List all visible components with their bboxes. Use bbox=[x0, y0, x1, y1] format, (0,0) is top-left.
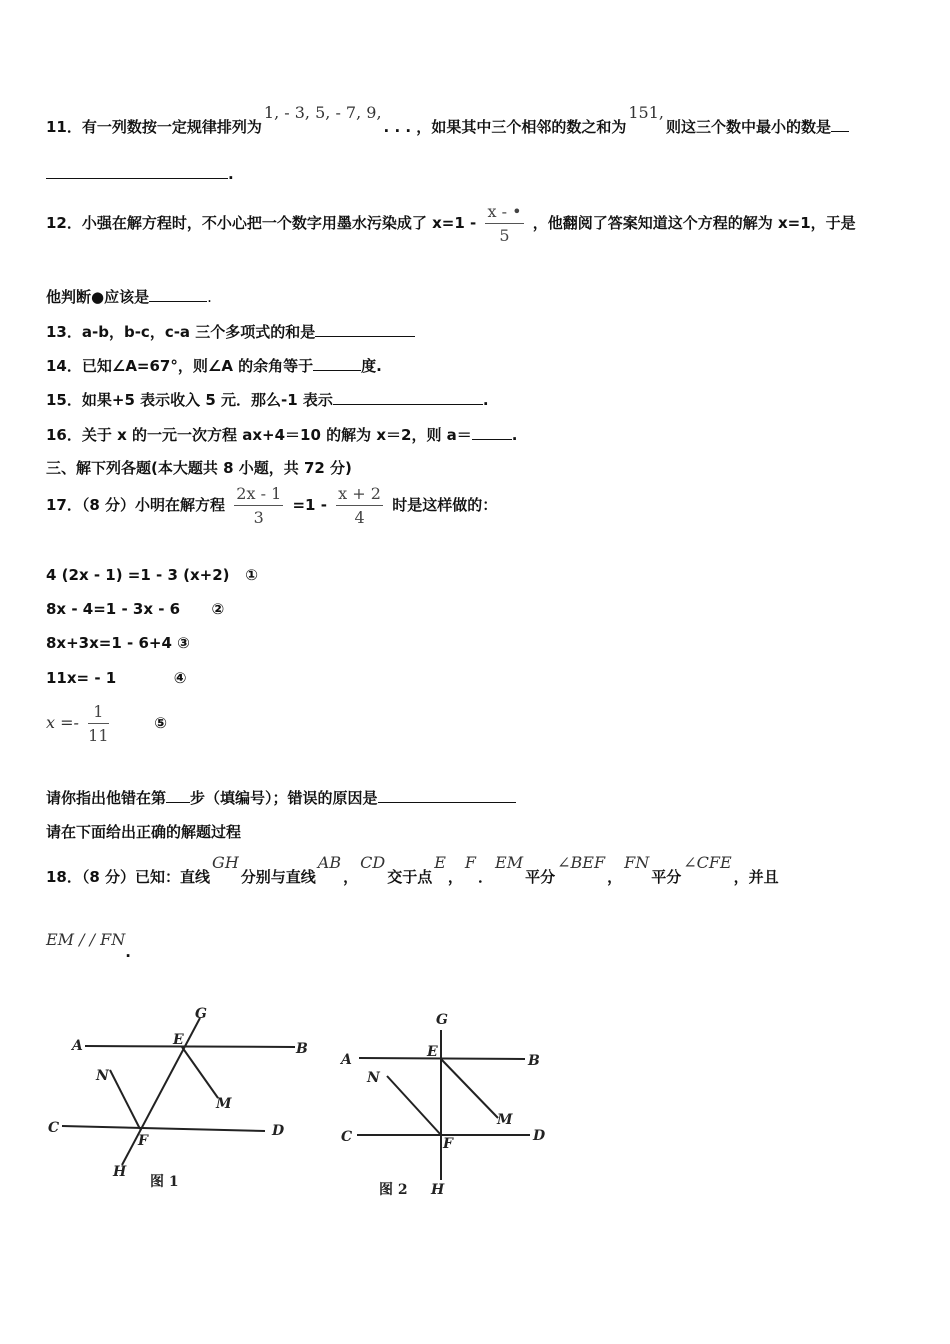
fraction-left: $\frac{2x - 1}{3}$ bbox=[236, 484, 282, 527]
answer-blank[interactable] bbox=[315, 322, 415, 337]
step-5: x =- $\frac{1}{11}$ ⑤ bbox=[46, 702, 167, 745]
label-d: D bbox=[533, 1128, 546, 1144]
label-c: C bbox=[48, 1120, 60, 1136]
label-f: F bbox=[138, 1133, 148, 1149]
step-1: 4 (2x - 1) =1 - 3 (x+2) ① bbox=[46, 566, 258, 584]
question-16: 16．关于 x 的一元一次方程 ax+4＝10 的解为 x＝2，则 a＝ . bbox=[46, 426, 518, 444]
label-f: F bbox=[443, 1136, 453, 1152]
label-n: N bbox=[367, 1070, 380, 1086]
step-2: 8x - 4=1 - 3x - 6 ② bbox=[46, 600, 225, 618]
answer-blank[interactable] bbox=[333, 390, 483, 405]
question-18: 18．（8 分）已知：直线GH分别与直线AB，CD交于点E，F．EM平分∠BEF，FN平分∠CFE，并且 bbox=[46, 853, 779, 886]
parallel-condition: EM / / FN. bbox=[46, 930, 131, 961]
label-a: A bbox=[341, 1052, 352, 1068]
answer-blank[interactable] bbox=[472, 425, 512, 440]
label-b: B bbox=[296, 1041, 308, 1057]
label-b: B bbox=[528, 1053, 540, 1069]
label-h: H bbox=[113, 1164, 127, 1180]
answer-blank[interactable] bbox=[831, 117, 849, 132]
sequence: 1, - 3, 5, - 7, 9, bbox=[263, 103, 382, 122]
ray-em bbox=[441, 1059, 498, 1118]
label-e: E bbox=[427, 1044, 438, 1060]
answer-blank[interactable] bbox=[149, 287, 207, 302]
figure-2 bbox=[335, 1008, 565, 1208]
error-question: 请你指出他错在第 步（填编号）；错误的原因是 bbox=[46, 787, 516, 808]
ray-fn bbox=[110, 1070, 140, 1129]
label-h: H bbox=[431, 1182, 445, 1198]
reason-blank[interactable] bbox=[378, 788, 516, 803]
sum-value: 151, bbox=[628, 103, 664, 122]
answer-blank[interactable] bbox=[313, 356, 361, 371]
answer-blank[interactable] bbox=[46, 164, 228, 179]
line-ab bbox=[85, 1046, 295, 1047]
ray-fn bbox=[387, 1076, 441, 1135]
question-17: 17．（8 分）小明在解方程 $\frac{2x - 1}{3}$ =1 - $\frac{x + 2}{4}$ 时是这样做的： bbox=[46, 484, 498, 527]
solve-instruction: 请在下面给出正确的解题过程 bbox=[46, 823, 242, 841]
step-4: 11x= - 1 ④ bbox=[46, 669, 187, 687]
question-12: 12．小强在解方程时，不小心把一个数字用墨水污染成了 x=1 - $\frac{x - •}{5}$ ，他翻阅了答案知道这个方程的解为 x=1，于是 bbox=[46, 202, 856, 245]
label-d: D bbox=[272, 1123, 285, 1139]
line-gh bbox=[122, 1018, 200, 1165]
step5-fraction: $\frac{1}{11}$ bbox=[88, 702, 109, 745]
ray-em bbox=[182, 1047, 218, 1098]
label-e: E bbox=[173, 1032, 184, 1048]
label-m: M bbox=[497, 1112, 513, 1128]
question-12-line2: 他判断●应该是 . bbox=[46, 288, 212, 306]
question-11: 11．有一列数按一定规律排列为1, - 3, 5, - 7, 9,. . . ，如果其中三个相邻的数之和为151,则这三个数中最小的数是 bbox=[46, 116, 849, 137]
line-cd bbox=[62, 1126, 265, 1131]
label-c: C bbox=[341, 1129, 353, 1145]
question-11-line2: . bbox=[46, 164, 234, 183]
stained-fraction: $\frac{x - •}{5}$ bbox=[487, 202, 522, 245]
figure-2-caption: 图 2 bbox=[379, 1182, 408, 1198]
section-title: 三、解下列各题(本大题共 8 小题，共 72 分) bbox=[46, 459, 352, 477]
figure-1-caption: 图 1 bbox=[150, 1174, 179, 1190]
question-15: 15．如果+5 表示收入 5 元．那么-1 表示 . bbox=[46, 391, 489, 409]
label-n: N bbox=[96, 1068, 109, 1084]
question-13: 13．a-b，b-c，c-a 三个多项式的和是 bbox=[46, 321, 415, 342]
label-g: G bbox=[195, 1006, 207, 1022]
label-g: G bbox=[436, 1012, 448, 1028]
fraction-right: $\frac{x + 2}{4}$ bbox=[338, 484, 381, 527]
step-blank[interactable] bbox=[166, 788, 190, 803]
label-m: M bbox=[216, 1096, 232, 1112]
question-14: 14．已知∠A=67°，则∠A 的余角等于 度. bbox=[46, 357, 382, 375]
figure-1 bbox=[40, 1000, 320, 1200]
step-3: 8x+3x=1 - 6+4 ③ bbox=[46, 634, 190, 652]
label-a: A bbox=[72, 1038, 83, 1054]
